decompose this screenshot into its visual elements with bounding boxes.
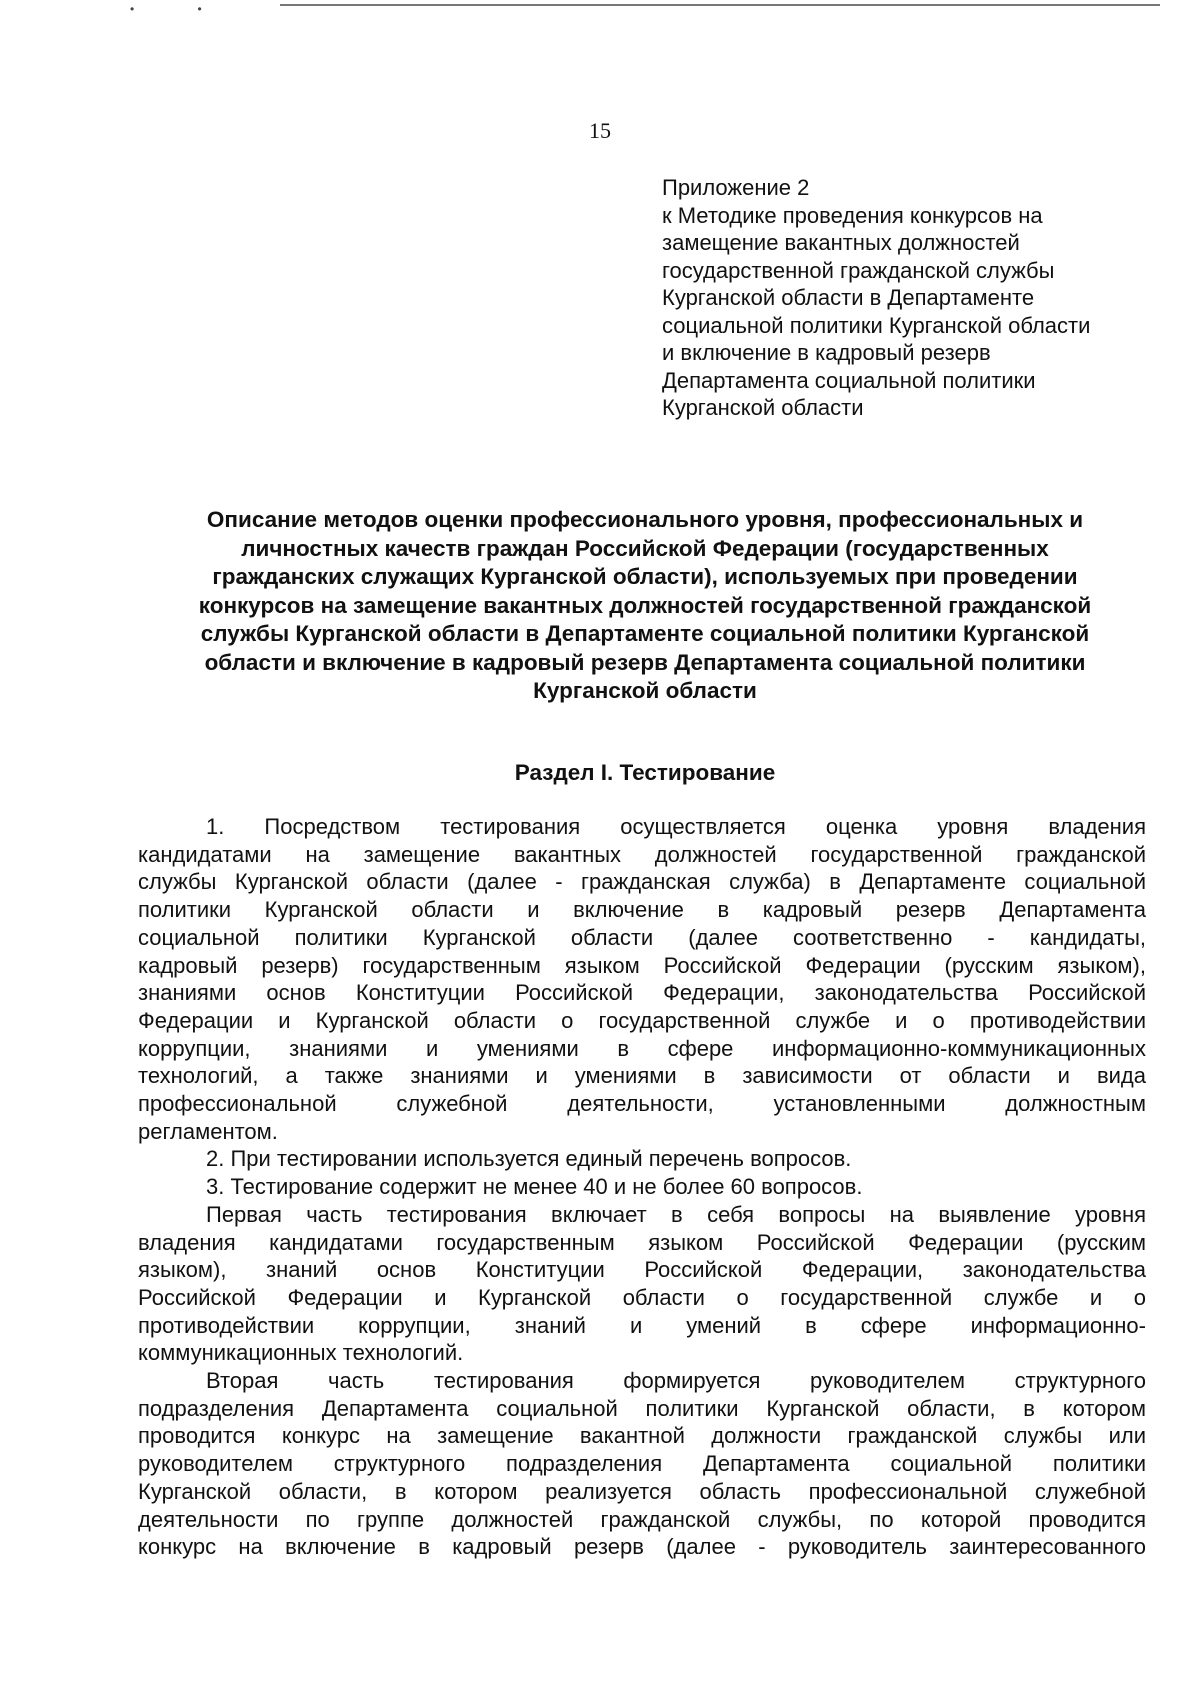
paragraph-4-line: языком), знаний основ Конституции Российской Федерации, законодательства: [138, 1257, 1146, 1283]
paragraph-4-line: коммуникационных технологий.: [138, 1340, 464, 1366]
title-line: службы Курганской области в Департаменте социальной политики Курганской: [200, 621, 1090, 646]
document-title: [150, 506, 1140, 706]
paragraph-5-line: деятельности по группе должностей гражданской службы, по которой проводится: [138, 1506, 1146, 1532]
appendix-line: Курганской области в Департаменте: [662, 285, 1035, 310]
paragraph-2-line: 2. При тестировании используется единый перечень вопросов.: [206, 1146, 852, 1172]
paragraph-5-line: конкурс на включение в кадровый резерв (далее - руководитель заинтересованного: [138, 1534, 1146, 1560]
appendix-line: к Методике проведения конкурсов на: [662, 202, 1043, 228]
appendix-line: и включение в кадровый резерв: [662, 340, 991, 365]
appendix-reference: [662, 174, 1162, 422]
paragraph-4-line: Первая часть тестирования включает в себя вопросы на выявление уровня: [206, 1201, 1146, 1227]
scan-artifact-marks: • •: [130, 2, 232, 16]
title-line: Курганской области: [533, 678, 757, 703]
paragraph-5-line: Вторая часть тестирования формируется руководителем структурного: [206, 1368, 1146, 1394]
paragraph-1-line: 1. Посредством тестирования осуществляется оценка уровня владения: [206, 814, 1146, 839]
appendix-line: Департамента социальной политики: [662, 367, 1036, 393]
appendix-line: социальной политики Курганской области: [662, 312, 1091, 338]
appendix-line: замещение вакантных должностей: [662, 230, 1020, 255]
paragraph-1-line: кандидатами на замещение вакантных должностей государственной гражданской: [138, 841, 1146, 867]
paragraph-1-line: коррупции, знаниями и умениями в сфере информационно-коммуникационных: [138, 1035, 1146, 1061]
paragraph-1-line: службы Курганской области (далее - гражданская служба) в Департаменте социальной: [138, 869, 1146, 895]
title-line: Описание методов оценки профессионального уровня, профессиональных и: [206, 507, 1084, 532]
section-heading: Раздел I. Тестирование: [514, 760, 776, 785]
title-line: личностных качеств граждан Российской Федерации (государственных: [241, 535, 1049, 561]
paragraph-5-line: Курганской области, в котором реализуется область профессиональной служебной: [138, 1478, 1146, 1504]
appendix-line: государственной гражданской службы: [662, 257, 1055, 283]
paragraph-5-line: проводится конкурс на замещение вакантной должности гражданской службы или: [138, 1423, 1146, 1449]
paragraph-1-line: социальной политики Курганской области (далее соответственно - кандидаты,: [138, 924, 1146, 950]
paragraph-4-line: Российской Федерации и Курганской области о государственной службе и о: [138, 1284, 1146, 1310]
paragraph-1-line: знаниями основ Конституции Российской Федерации, законодательства Российской: [138, 980, 1146, 1006]
title-line: области и включение в кадровый резерв Департамента социальной политики: [204, 649, 1086, 675]
paragraph-4-line: противодействии коррупции, знаний и умений в сфере информационно-: [138, 1312, 1146, 1338]
page-number: 15: [589, 118, 611, 143]
paragraph-3-line: 3. Тестирование содержит не менее 40 и не более 60 вопросов.: [206, 1174, 863, 1200]
paragraph-1-line: Федерации и Курганской области о государственной службе и о противодействии: [138, 1007, 1146, 1033]
appendix-line: Приложение 2: [662, 175, 810, 200]
paragraph-1-line: кадровый резерв) государственным языком Российской Федерации (русским языком),: [138, 952, 1146, 978]
appendix-line: Курганской области: [662, 395, 864, 420]
scan-edge-line: [280, 4, 1160, 6]
paragraph-1-line: профессиональной служебной деятельности, установленными должностным: [138, 1091, 1146, 1117]
title-line: гражданских служащих Курганской области), используемых при проведении: [212, 564, 1078, 589]
paragraph-4-line: владения кандидатами государственным языком Российской Федерации (русским: [138, 1229, 1146, 1255]
paragraph-5-line: подразделения Департамента социальной политики Курганской области, в котором: [138, 1395, 1146, 1421]
paragraph-1-line: политики Курганской области и включение в кадровый резерв Департамента: [138, 897, 1146, 923]
body-text: [138, 813, 1146, 1561]
title-line: конкурсов на замещение вакантных должностей государственной гражданской: [198, 592, 1092, 618]
paragraph-5-line: руководителем структурного подразделения Департамента социальной политики: [138, 1451, 1146, 1477]
paragraph-1-line: регламентом.: [138, 1118, 278, 1144]
paragraph-1-line: технологий, а также знаниями и умениями в зависимости от области и вида: [138, 1063, 1146, 1089]
